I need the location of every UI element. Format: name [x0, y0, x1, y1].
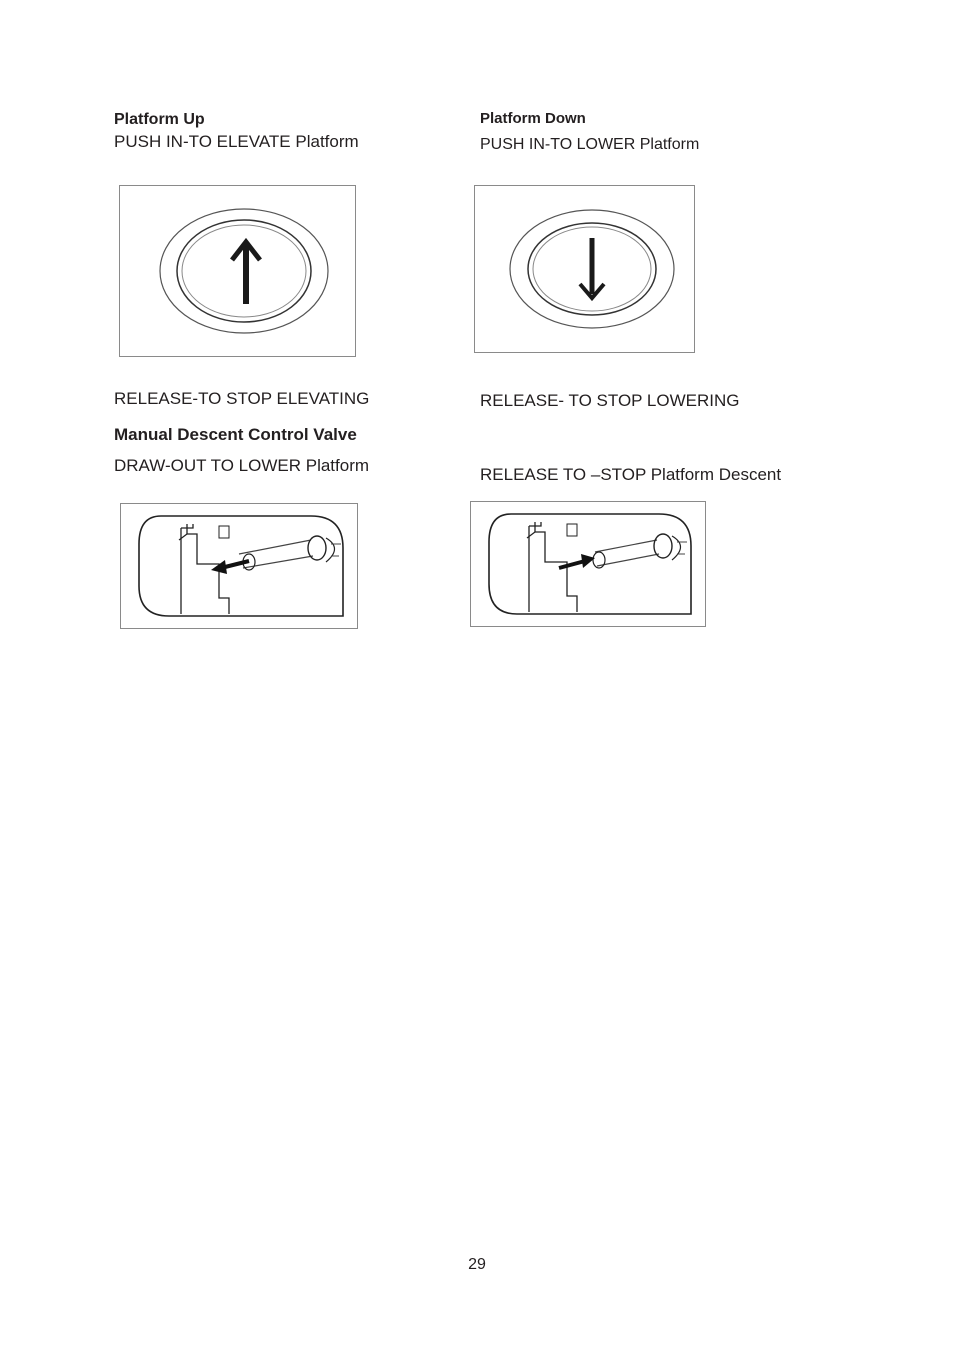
platform-up-instruction: PUSH IN-TO ELEVATE Platform	[114, 132, 359, 151]
platform-down-title: Platform Down	[480, 110, 586, 127]
arrow-up-icon	[232, 242, 260, 304]
platform-up-title: Platform Up	[114, 111, 205, 128]
release-stop-lowering: RELEASE- TO STOP LOWERING	[480, 391, 740, 410]
platform-down-instruction: PUSH IN-TO LOWER Platform	[480, 136, 700, 153]
release-stop-elevating: RELEASE-TO STOP ELEVATING	[114, 389, 370, 408]
release-stop-descent: RELEASE TO –STOP Platform Descent	[480, 465, 782, 484]
arrow-down-icon	[580, 238, 604, 298]
arrow-right-icon	[559, 554, 595, 568]
page-number: 29	[468, 1256, 486, 1273]
manual-descent-title: Manual Descent Control Valve	[114, 425, 357, 444]
arrow-left-icon	[211, 560, 249, 574]
platform-up-button-figure	[119, 185, 356, 357]
draw-out-instruction: DRAW-OUT TO LOWER Platform	[114, 456, 370, 475]
platform-down-button-figure	[474, 185, 695, 353]
valve-draw-out-figure	[120, 503, 358, 629]
valve-push-in-figure	[470, 501, 706, 627]
